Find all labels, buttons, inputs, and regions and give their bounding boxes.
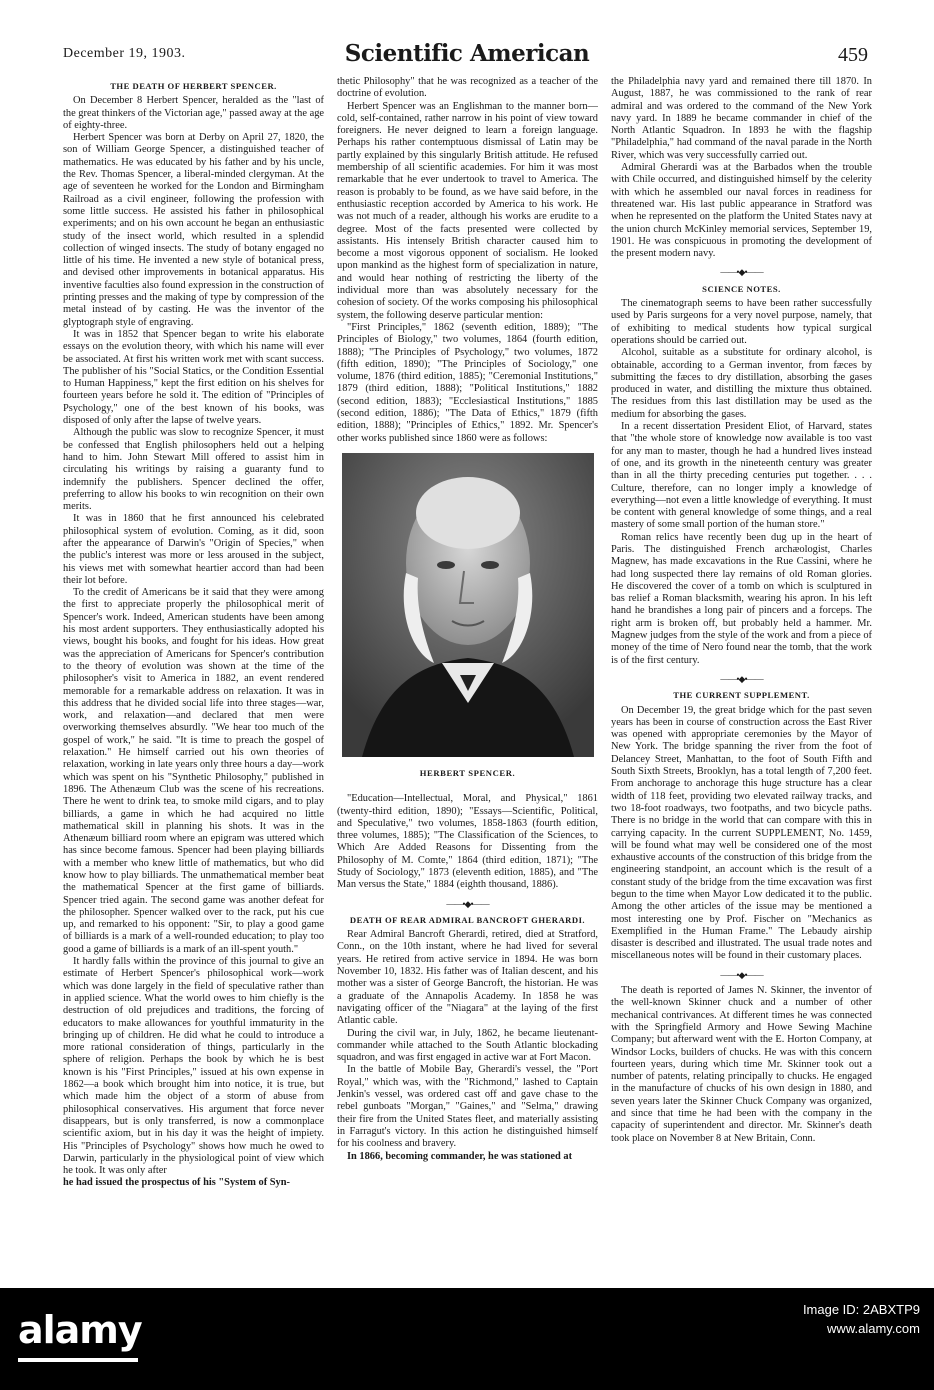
paragraph: Rear Admiral Bancroft Gherardi, retired, died at Stratford, Conn., on the 10th instant, where he had lived for several years. He retired from active service in 1894. He was born November 10, 1832. His father was of Italian descent, and his mother was a sister of George Bancroft, the historian. He was a graduate of the Annapolis Academy. In 1858 he was navigating officer of the "Niagara" at the laying of the first Atlantic cable. xyxy=(337,929,598,1027)
footer-info xyxy=(620,1300,920,1338)
paragraph: To the credit of Americans be it said that they were among the first to appreciate properly the philosophical merit of Spencer's work. Indeed, American students have been among his most ardent supporters. They enthusiastically adopted his views, bought his books, and fought for his ideas. How great was the appreciation of Americans for Spencer's contribution to the theory of evolution was shown at the time of the philosopher's visit to America in 1882, an event rendered memorable for a remarkable address on relaxation. It was in this address that he divided social life into three stages—war, work, and relaxation—and declared that men were overworking themselves absurdly. "We hear too much of the gospel of work," he said. "It is time to preach the gospel of relaxation." He himself carried out his own theories of relaxation, working in late years only three hours a day—work which was spent on his "Synthetic Philosophy," published in 1896. The Athenæum Club was the scene of his recreations. There he went to drink tea, to smoke mild cigars, and to play billiards, a game in which he had acquired no little mathematical skill in planning his shots. It was in the Athenæum billiard room where an epigram was uttered which has since become famous. Spencer had been playing billiards with a member who knew little of mathematics, but who did know how to play billiards. The unmathematical member beat the mathematical Spencer at the first game of billiards. Spencer tried again. The second game was another defeat for the philosopher. Spencer walked over to the rack, put his cue up, and remarked to his opponent: "Sir, to play a good game of billiards is a mark of a well-rounded education; to play too good a game of billiards is a mark of an ill-spent youth." xyxy=(63,587,324,955)
paragraph: Admiral Gherardi was at the Barbados when the trouble with Chile occurred, and distinguished himself by the celerity with which he assembled our naval forces in readiness for threatened war. His last public appearance in Stratford was when he represented on the platform the United States navy at the union church McKinley memorial services, September 19, 1901. He was conspicuous in promoting the development of the present modern navy. xyxy=(611,162,872,260)
paragraph: It hardly falls within the province of this journal to give an estimate of Herbert Spencer's philosophical work—work which was done largely in the field of speculative rather than in applied science. What the world owes to him chiefly is the destruction of old prejudices and traditions, the forcing of educators to make allowances for youthful immaturity in the bringing up of children. He did what he could to introduce a more rational consideration of things, particularly in the sphere of religion. Perhaps the book by which he is best known is his "First Principles," issued at his own expense in 1862—a book which brought him into notice, it is true, but which made him the object of a storm of abuse from philosophical conservatives. His argument that force never disappears, but is only transferred, is now a commonplace scientific axiom, but in his day it was the height of impiety. His "Principles of Psychology" shows how much he owed to Darwin, particularly in the physiological point of view which he took. It was only after xyxy=(63,956,324,1177)
column-2 xyxy=(337,76,598,1218)
image-id: Image ID: 2ABXTP9 xyxy=(802,1302,920,1317)
portrait-illustration xyxy=(342,453,594,757)
logo-underline xyxy=(18,1358,138,1362)
paragraph: The death is reported of James N. Skinner, the inventor of the well-known Skinner chuck and a number of other mechanical contrivances. At different times he was connected with the Springfield Armory and Howe Sewing Machine Company; but afterward went with the E. Horton Company, at Windsor Locks, builders of chucks. He was with this concern fourteen years, during which time Mr. Skinner took out a number of patents, relating principally to chucks. He engaged in the manufacture of chucks of his own design in 1880, and seven years later the Skinner Chuck Company was organized, and since that time he had been with the company in the capacity of superintendent and director. Mr. Skinner's death took place on November 8 at New Britain, Conn. xyxy=(611,985,872,1144)
issue-date: December 19, 1903. xyxy=(63,46,186,61)
paragraph: Herbert Spencer was an Englishman to the manner born—cold, self-contained, rather narrow in his point of view toward foreigners. He never deigned to learn a foreign language. Perhaps his rather contemptuous dismissal of Latin may be partly explained by this singularly British attitude. He refused membership of all scientific academies. For him it was most remarkable that he ever undertook to travel to America. The reason is probably to be found, as we have said before, in the enthusiastic reception accorded by America to his work. He was not much of a reader, although his works are erudite to a degree. Most of the facts presented were collected by assistants. His intensely British character caused him to become a most vigorous opponent of socialism. He looked upon mankind as the highest form of specialization in nature, and would hear nothing of restricting the liberty of the individual more than was absolutely necessary for the cohesion of society. Of the works composing his philosophical system, the following deserve particular mention: xyxy=(337,100,598,321)
paragraph: It was in 1860 that he first announced his celebrated philosophical system of evolution. Coming, as it did, soon after the appearance of Darwin's "Origin of Species," when the public's interest was more or less aroused in the subject, his views met with somewhat heartier accord than had been their lot before. xyxy=(63,513,324,586)
paragraph: The cinematograph seems to have been rather successfully used by Paris surgeons for a very novel purpose, namely, that of exhibiting to medical students how typical surgical operations should be carried out. xyxy=(611,298,872,346)
paragraph: In the battle of Mobile Bay, Gherardi's vessel, the "Port Royal," which was, with the "Richmond," lashed to Captain Jenkin's vessel, was ordered cast off and gave chase to the rebel gunboats "Morgan," "Gaines," and "Selma," drawing their fire from the United States fleet, and materially assisting in Farragut's victory. In this action he distinguished himself for his coolness and bravery. xyxy=(337,1064,598,1150)
continued-line: In 1866, becoming commander, he was stationed at xyxy=(347,1150,573,1162)
alamy-logo: alamy xyxy=(18,1308,142,1352)
continued-line: he had issued the prospectus of his "System of Syn- xyxy=(63,1177,290,1189)
article-heading-gherardi: DEATH OF REAR ADMIRAL BANCROFT GHERARDI. xyxy=(349,914,586,925)
paragraph: In a recent dissertation President Eliot, of Harvard, states that "the whole store of knowledge now available is too vast for any man to master, though he had a hundred lives instead of one, and its growth in the nineteenth century was greater than in all the thirty preceding centuries put together. . . . Culture, therefore, can no longer imply a knowledge of everything—not even a little knowledge of everything. It must be content with general knowledge of some things, and a real mastery of some small portion of the human store." xyxy=(611,421,872,531)
paragraph: thetic Philosophy" that he was recognized as a teacher of the doctrine of evolution. xyxy=(337,76,598,100)
paragraph: It was in 1852 that Spencer began to write his elaborate essays on the evolution theory, with which his name will ever be associated. At first his written work met with scant success. The publisher of his "Social Statics, or the Condition Essential to Human Happiness," kept the first edition on his shelves for fourteen years before he sold it. The edition of "Principles of Psychology," one of the best known of his books, was disposed of only after the lapse of twelve years. xyxy=(63,328,324,427)
page-number: 459 xyxy=(838,44,868,66)
portrait-photo xyxy=(342,453,594,757)
paragraph: the Philadelphia navy yard and remained there till 1870. In August, 1887, he was commissioned to the rank of rear admiral and was ordered to the command of the New York navy yard. In 1889 he became commander in chief of the North Atlantic Squadron. In 1893 he with the flagship "Philadelphia," had command of the naval parade in the North River, which was very successfully carried out. xyxy=(611,76,872,161)
paragraph: On December 19, the great bridge which for the past seven years has been in course of construction across the East River was opened with appropriate ceremonies by the Mayor of New York. The bridge spanning the river from the foot of Delancey Street, Manhattan, to the foot of South Fifth and South Sixth Streets, Brooklyn, has a total length of 7,200 feet. From anchorage to anchorage this huge structure has a clear width of 118 feet, providing two elevated railway tracks, and two 18-foot roadways, two footpaths, and two bicycle paths. There is no bridge in the world that can compare with this in carrying capacity. In the current SUPPLEMENT, No. 1459, will be found what may well be considered one of the most exhaustive accounts of the construction of this bridge from the engineering standpoint, an account which is the result of a constant study of the bridge from the time excavation was first begun to the time when Mayor Low dedicated it to the public. Among the other articles of the issue may be mentioned a most interesting one by Prof. Fischer on "Mechanics as Exemplified in the Human Frame." The Lebaudy airship disaster is described and illustrated. The usual trade notes and miscellaneous notes will be found in their customary places. xyxy=(611,704,872,962)
stock-footer-bar xyxy=(0,1288,934,1390)
paragraph: Herbert Spencer was born at Derby on April 27, 1820, the son of William George Spencer, a distinguished teacher of mathematics. He was educated by his father and by his uncle, the Rev. Thomas Spencer, a liberal-minded clergyman. At the age of seventeen he worked for the London and Birmingham Railroad as a civil engineer, following the profession with some little success. He assisted his father in philosophical experiments; and on his own account he began an enthusiastic study of the insect world, which resulted in a splendid collection of winged insects. The study of botany engaged no little of his time. He invented a new style of botanical press, and devised other improvements in botanical apparatus. His inventive faculties also found expression in the construction of printing presses and the making of type by compression of the metal instead of by casting. He was the inventor of the glyptograph style of engraving. xyxy=(63,132,324,328)
paragraph: On December 8 Herbert Spencer, heralded as the "last of the great thinkers of the Victorian age," passed away at the age of eighty-three. xyxy=(63,95,324,131)
column-1 xyxy=(63,76,324,1218)
paragraph: "Education—Intellectual, Moral, and Physical," 1861 (twenty-third edition, 1890); "Essays—Scientific, Political, and Speculative," two volumes, 1858-1863 (fourth edition, three volumes, 1885); "The Classification of the Sciences, to Which Are Added Reasons for Dissenting from the Philosophy of M. Comte," 1864 (third edition, 1871); "The Study of Sociology," 1873 (eleventh edition, 1885), and "The Man versus the State," 1884 (eighth thousand, 1886). xyxy=(337,793,598,891)
section-divider: ——•◆•—— xyxy=(720,969,763,980)
paragraph: Although the public was slow to recognize Spencer, it must be confessed that English philosophers held out a helping hand to him. John Stewart Mill offered to assist him in circulating his writings by raising a guaranty fund to indemnify the publishers. Spencer declined the offer, preferring to allow his books to win recognition on their own merits. xyxy=(63,427,324,513)
section-divider: ——•◆•—— xyxy=(720,673,763,684)
paragraph: Roman relics have recently been dug up in the heart of Paris. The distinguished French archæologist, Charles Magnew, has made excavations in the Rue Cassini, where he had long suspected there lay remains of old Roman glories. He discovered the cover of a tomb on which is sculptured in bas relief a Roman blacksmith, wearing his apron. In his left hand he brandishes a long pair of pincers and a forceps. The right arm is broken off, but probably held a hammer. Mr. Magnew judges from the style of the work and from a piece of money of the time of Nero found near the tomb, that the work is of the first century. xyxy=(611,531,872,666)
portrait-caption: HERBERT SPENCER. xyxy=(419,767,516,778)
masthead-title: Scientific American xyxy=(344,40,590,67)
section-divider: ——•◆•—— xyxy=(720,267,763,278)
paragraph: Alcohol, suitable as a substitute for ordinary alcohol, is obtainable, according to a German inventor, from fæces by submitting the fæces to dry distillation, absorbing the gases produced in water, and distilling the mixture thus obtained. The residues from this last distillation may be used as the medium for absorbing the gases. xyxy=(611,347,872,420)
works-list: "First Principles," 1862 (seventh edition, 1889); "The Principles of Biology," two volumes, 1864 (fourth edition, 1888); "The Principles of Psychology," two volumes, 1872 (fifth edition, 1890); "The Principles of Sociology," one volume, 1876 (third edition, 1885); "Ceremonial Institutions," 1879 (third edition, 1888); "Political Institutions," 1882 (second edition, 1883); "Ecclesiastical Institutions," 1885 (second edition, 1886); "The Data of Ethics," 1879 (fifth edition, 1888); "Principles of Ethics," 1892. Mr. Spencer's other works published since 1860 were as follows: xyxy=(337,321,598,444)
site-url: www.alamy.com xyxy=(827,1321,920,1336)
paragraph: During the civil war, in July, 1862, he became lieutenant-commander while attached to the South Atlantic blockading squadron, and was first engaged in active war at Fort Macon. xyxy=(337,1027,598,1064)
page-header xyxy=(0,0,934,70)
column-3 xyxy=(611,76,872,1218)
section-divider: ——•◆•—— xyxy=(446,898,489,909)
article-heading-supplement: THE CURRENT SUPPLEMENT. xyxy=(673,690,810,701)
article-heading-science-notes: SCIENCE NOTES. xyxy=(702,283,781,294)
article-heading-spencer: THE DEATH OF HERBERT SPENCER. xyxy=(110,81,277,91)
